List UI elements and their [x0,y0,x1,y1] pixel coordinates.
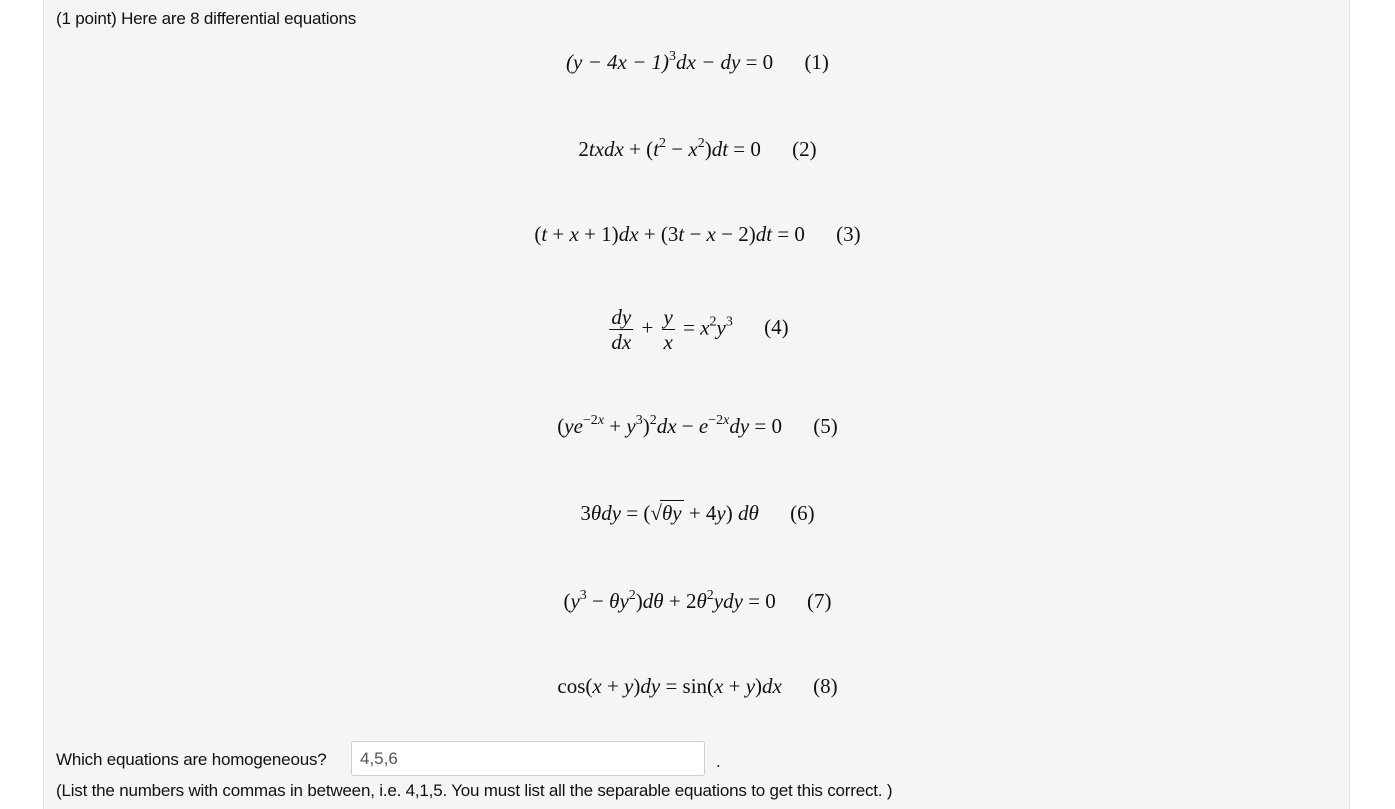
equation-number: (7) [807,589,832,613]
equation-7: $(y^3 - \theta y^2)d\theta + 2\theta^2ydy = 0$ (7) [563,588,832,613]
answer-input[interactable] [351,741,705,776]
equation-number: (8) [813,674,838,698]
equation-number: (6) [790,501,815,525]
question-label: Which equations are homogeneous? [56,750,327,769]
equation-number: (4) [764,315,789,340]
answer-trailing-period: . [716,752,721,771]
fraction-dy-dx: $\frac{dy}{dx}$ [611,305,632,354]
equation-2: 2txdx + $(t^2 - x^2)dt = 0$ (2) [578,136,817,161]
equation-1: $(y - 4x - 1)^3dx$ − dy = 0 (1) [566,49,829,74]
equation-number: (3) [836,222,861,246]
equation-number: (2) [792,137,817,161]
answer-hint: (List the numbers with commas in between, i.e. 4,1,5. You must list all the separable equations to get this correct. ) [56,781,893,800]
equation-6: 3θdy = (√θy + 4y) dθ (6) [580,501,815,525]
equation-4: $\frac{dy}{dx}$ + $\frac{y}{x}$ = $x^2y^3$ (4) [611,305,789,354]
equation-number: (5) [813,414,838,438]
fraction-y-x: $\frac{y}{x}$ [663,305,673,354]
problem-intro: (1 point) Here are 8 differential equations [56,9,357,28]
equation-5: $(ye^{-2x} + y^3)^2dx - e^{-2x}dy = 0$ (5) [557,413,838,438]
equation-number: (1) [804,50,829,74]
equation-3: (t + x + 1)dx + (3t − x − 2)dt = 0 (3) [534,222,861,246]
equation-8: cos(x + y)dy = sin(x + y)dx (8) [557,674,838,698]
